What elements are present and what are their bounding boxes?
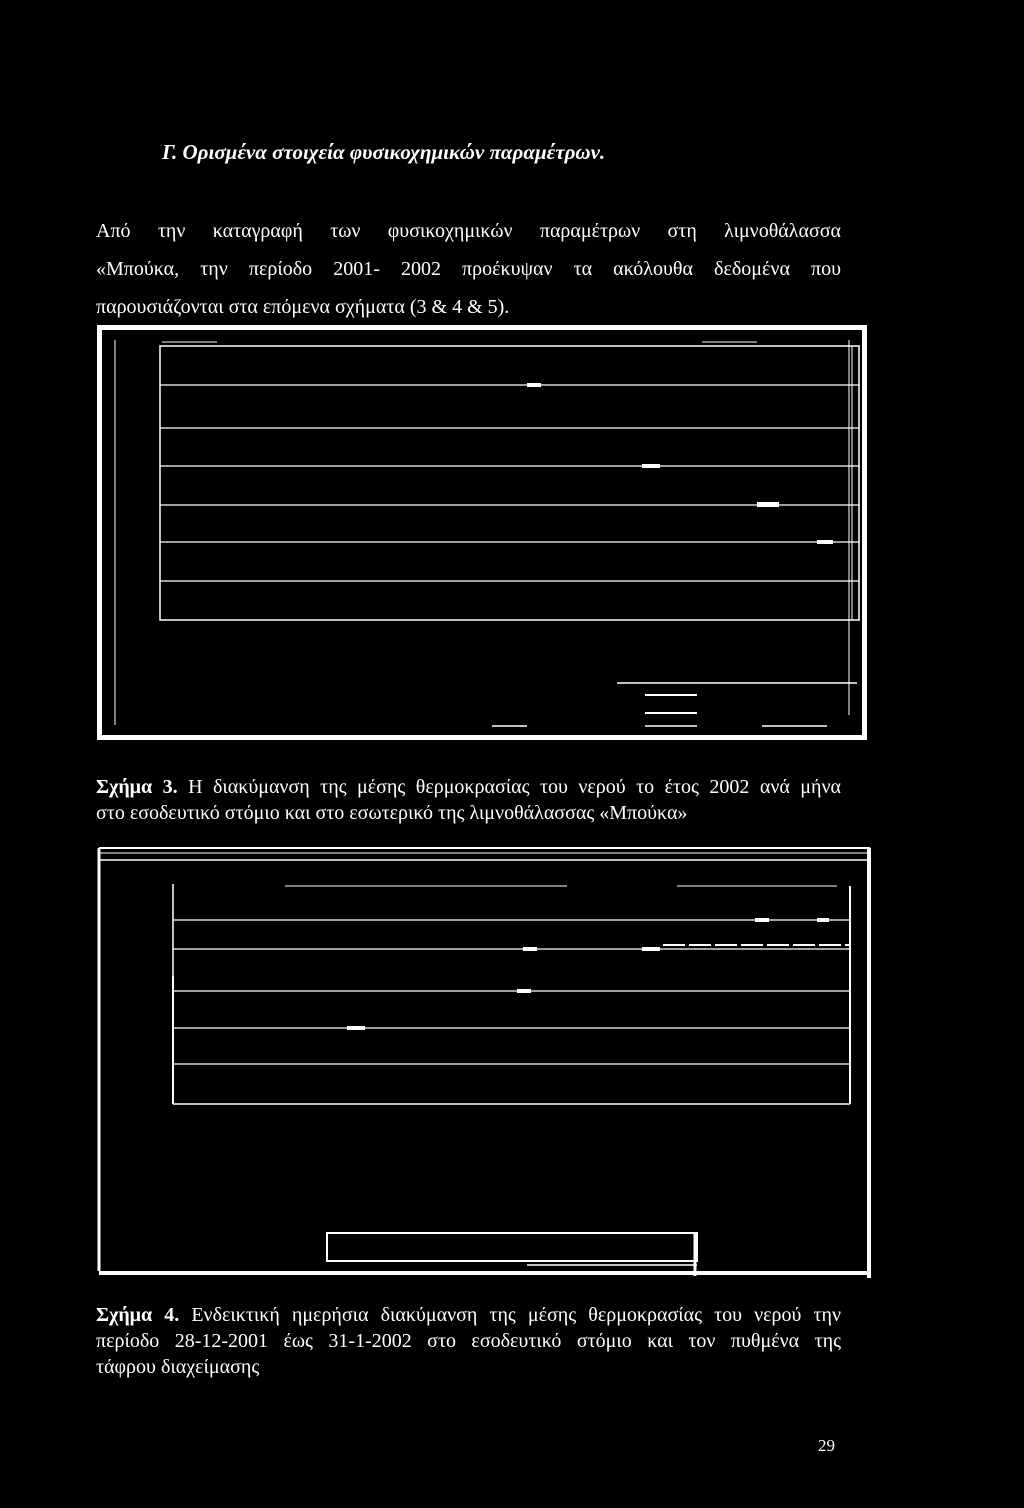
intro-line: Από την καταγραφή των φυσικοχημικών παραμέτρων στη λιμνοθάλασσα (96, 220, 841, 242)
caption-line (96, 774, 841, 800)
intro-line: παρουσιάζονται στα επόμενα σχήματα (3 & 4 & 5). (96, 296, 510, 318)
figure-4-label: Σχήμα 4. (96, 1304, 180, 1326)
figure-4-image (97, 846, 872, 1281)
caption-line (96, 1302, 841, 1328)
figure-3-label: Σχήμα 3. (96, 776, 178, 798)
caption-line: περίοδο 28-12-2001 έως 31-1-2002 στο εσοδευτικό στόμιο και τον πυθμένα της (96, 1330, 841, 1352)
intro-line: «Μπούκα, την περίοδο 2001- 2002 προέκυψαν τα ακόλουθα δεδομένα που (96, 258, 841, 280)
intro-paragraph (96, 212, 841, 326)
figure-3-image (97, 325, 867, 740)
page-number: 29 (818, 1436, 835, 1455)
figure-3-caption-text: Η διακύμανση της μέσης θερμοκρασίας του νερού το έτος 2002 ανά μήνα (177, 776, 842, 798)
figure-4-caption-text: Ενδεικτική ημερήσια διακύμανση της μέσης θερμοκρασίας του νερού την (179, 1304, 842, 1326)
caption-line: τάφρου διαχείμασης (96, 1356, 260, 1378)
section-heading: Γ. Ορισμένα στοιχεία φυσικοχημικών παραμέτρων. (162, 140, 606, 164)
caption-line: στο εσοδευτικό στόμιο και στο εσωτερικό της λιμνοθάλασσας «Μπούκα» (96, 802, 688, 824)
figure-3-caption (96, 774, 841, 826)
figure-4-caption (96, 1302, 841, 1380)
